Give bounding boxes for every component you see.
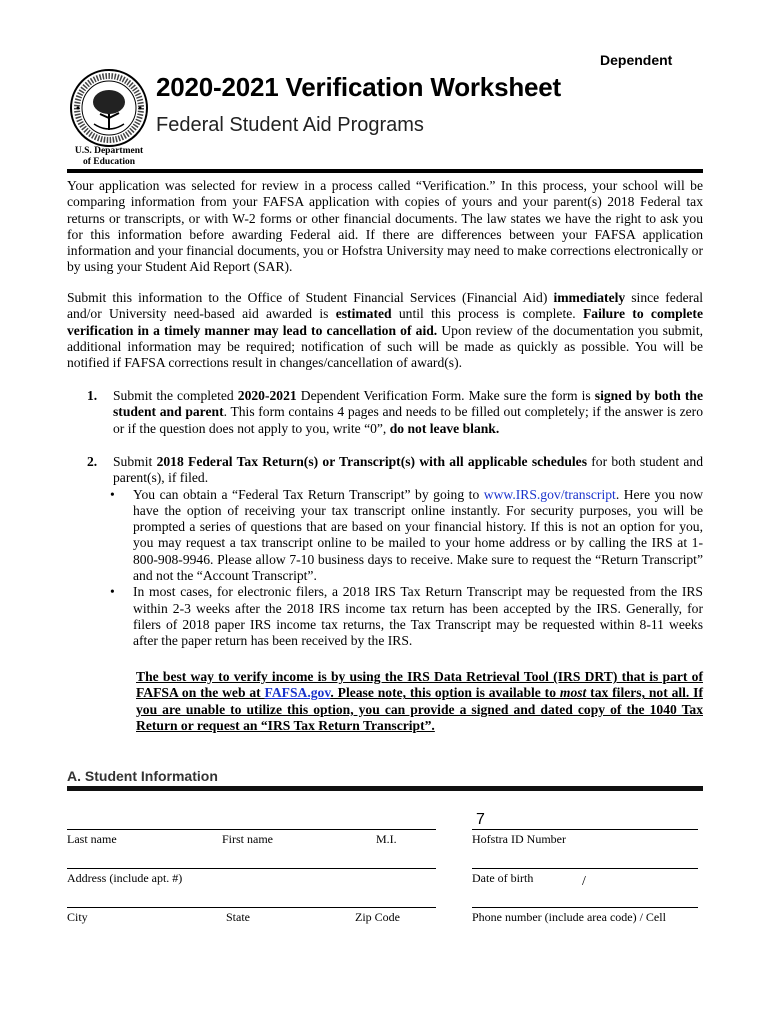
hofstra-id-line	[472, 829, 698, 830]
department-of-education-seal-icon	[66, 68, 152, 148]
emphasis-tax-returns: 2018 Federal Tax Return(s) or Transcript(s) with all applicable schedules	[156, 454, 587, 469]
seal-caption	[62, 146, 156, 168]
emphasis-do-not-leave-blank: do not leave blank.	[389, 420, 500, 436]
address-field-line[interactable]	[67, 868, 436, 869]
text: Upon review of the documentation you submit, additional information may be required; notification of such will be made as quickly as possible. You will be notified if FAFSA corrections result in changes/cancellation of award(s).	[67, 322, 704, 371]
fafsa-link[interactable]: FAFSA.gov	[264, 685, 331, 701]
step-2-text	[113, 454, 703, 487]
city-state-zip-line[interactable]	[67, 907, 436, 908]
zip-code-label: Zip Code	[355, 910, 400, 924]
text: for both student and parent(s), if filed.	[113, 454, 703, 486]
bullet-item	[87, 584, 703, 649]
form-type-label: Dependent	[600, 52, 673, 68]
bullet-icon: •	[110, 584, 115, 600]
irs-transcript-link[interactable]: www.IRS.gov/transcript	[483, 486, 616, 502]
section-title-student-information: A. Student Information	[67, 768, 218, 784]
text: You can obtain a “Federal Tax Return Transcript” by going to	[133, 486, 484, 502]
first-name-label: First name	[222, 832, 273, 846]
text: Dependent Verification Form. Make sure the form is	[296, 388, 595, 403]
text: Submit	[113, 454, 157, 469]
emphasis-estimated: estimated	[335, 306, 392, 322]
text: until this process is complete.	[391, 306, 583, 322]
text: since federal and/or University need-based aid awarded is	[67, 290, 703, 322]
section-divider	[67, 786, 703, 791]
page-title: 2020-2021 Verification Worksheet	[156, 72, 561, 102]
phone-label: Phone number (include area code) / Cell	[472, 910, 666, 924]
bullet-item	[87, 487, 703, 585]
page-subtitle: Federal Student Aid Programs	[156, 114, 424, 136]
text: . Please note, this option is available to	[330, 685, 560, 701]
bullet-icon: •	[110, 486, 115, 502]
address-label: Address (include apt. #)	[67, 871, 183, 885]
step-number: 2.	[87, 454, 98, 469]
hofstra-id-field[interactable]: 7	[476, 811, 485, 828]
step-2	[87, 454, 703, 650]
intro-paragraph-1: Your application was selected for review in a process called “Verification.” In this process, your school will be comparing information from your FAFSA application with copies of yours and your parent(s) 2018 Federal tax returns or transcripts, or with W-2 forms or other financial documents. The law states we have the right to ask you for this information before awarding Federal aid. If there are differences between your FAFSA application information and your financial documents, you or Hofstra University may need to make corrections electronically or by using your Student Aid Report (SAR).	[67, 178, 703, 275]
emphasis-signed: signed by both the student and parent	[113, 388, 703, 420]
seal-caption-line2: of Education	[83, 157, 135, 167]
emphasis-year: 2020-2021	[237, 388, 297, 403]
text: . This form contains 4 pages and needs to be filled out completely; if the answer is zero or if the question does not apply to you, write “0”,	[113, 404, 703, 436]
text: Submit the completed	[113, 388, 238, 403]
middle-initial-label: M.I.	[376, 832, 397, 846]
header-divider	[67, 169, 703, 173]
step-number: 1.	[87, 388, 98, 403]
text: . Here you now have the option of receiving your tax transcript online instantly. For security purposes, you will be prompted a series of questions that are based on your financial history. If this is not an option for you, you may request a tax transcript online to be mailed to your home address or by calling the IRS at 1-800-908-9946. Please allow 7-10 business days to receive. Make sure to request the “Return Transcript” and not the “Account Transcript”.	[133, 486, 704, 584]
state-label: State	[226, 910, 250, 924]
step-1	[87, 388, 703, 437]
last-name-label: Last name	[67, 832, 117, 846]
step-1-text	[113, 388, 703, 437]
date-of-birth-label: Date of birth	[472, 871, 534, 885]
date-of-birth-line	[472, 868, 698, 869]
text: The best way to verify income is by using the IRS Data Retrieval Tool (IRS DRT) that is part of FAFSA on the web at	[136, 669, 703, 701]
intro-paragraph-2	[67, 290, 703, 371]
phone-field-line[interactable]	[472, 907, 698, 908]
city-label: City	[67, 910, 88, 924]
text: Submit this information to the Office of Student Financial Services (Financial Aid)	[67, 290, 554, 305]
hofstra-id-label: Hofstra ID Number	[472, 832, 566, 846]
name-field-line[interactable]	[67, 829, 436, 830]
text: tax filers, not all. If you are unable to utilize this option, you can provide a signed and dated copy of the 1040 Tax Return or request an “IRS Tax Return Transcript”.	[136, 685, 704, 733]
emphasis-immediately: immediately	[553, 290, 626, 305]
warning-cancellation: Failure to complete verification in a timely manner may lead to cancellation of aid.	[67, 306, 703, 338]
irs-drt-notice	[136, 669, 703, 734]
step-2-bullets	[87, 487, 703, 650]
date-of-birth-field[interactable]: /	[582, 874, 586, 889]
emphasis-most: most	[559, 685, 587, 701]
seal-caption-line1: U.S. Department	[74, 146, 144, 156]
text: In most cases, for electronic filers, a 2018 IRS Tax Return Transcript may be requested from the IRS within 2-3 weeks after the 2018 IRS income tax return has been accepted by the IRS. Generally, for filers of 2018 paper IRS income tax returns, the Tax Transcript may be requested within 8-11 weeks after the paper return has been received by the IRS.	[133, 584, 703, 649]
